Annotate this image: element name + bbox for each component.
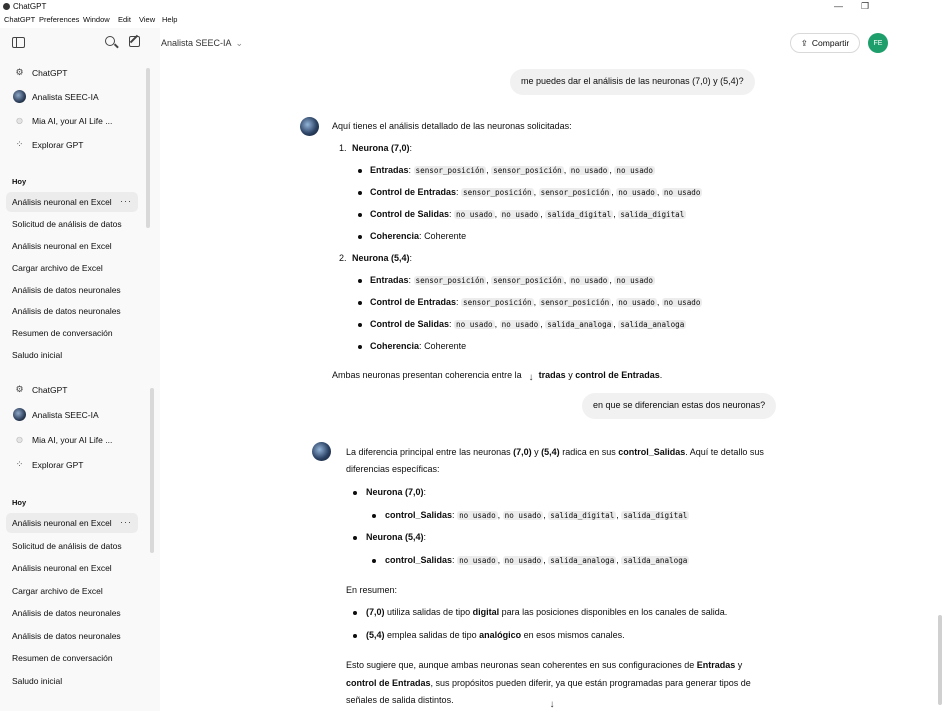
neuron-heading (352, 252, 412, 265)
history-item[interactable] (6, 301, 138, 321)
restore-button[interactable]: ❐ (861, 1, 870, 11)
history-label: Análisis neuronal en Excel (12, 518, 112, 528)
text-run: para las posiciones disponibles en los canales de salida. (501, 607, 728, 617)
punct: , (613, 209, 616, 219)
neuron-title: Neurona (5,4) (366, 532, 424, 542)
code-value: no usado (663, 188, 701, 197)
chat-scrollbar[interactable] (938, 615, 942, 705)
code-value: no usado (504, 556, 542, 565)
text-run: emplea salidas de tipo (387, 630, 477, 640)
code-value: no usado (501, 210, 539, 219)
field-label: Control de Salidas (370, 319, 450, 329)
code-value: no usado (618, 188, 655, 197)
history-item[interactable] (6, 258, 138, 278)
sidebar-item-label: Analista SEEC-IA (32, 410, 99, 420)
history-item[interactable] (6, 671, 138, 691)
bullet (372, 514, 376, 518)
neuron-title: Neurona (7,0) (352, 143, 410, 153)
field-label: Control de Salidas (370, 209, 450, 219)
sidebar-item-label: Explorar GPT (32, 460, 84, 470)
scroll-down-button[interactable]: ↓ (545, 698, 559, 712)
mia-icon: ◍ (16, 435, 23, 444)
code-value: sensor_posición (415, 276, 485, 285)
history-label: Análisis neuronal en Excel (12, 197, 112, 207)
sidebar-explore-gpt[interactable] (6, 455, 138, 475)
punct: : (423, 532, 427, 542)
assistant-text (346, 446, 764, 459)
punct: , (616, 510, 619, 520)
app-logo-icon (3, 3, 10, 10)
list-number: 1. (339, 143, 347, 153)
punct: : (423, 487, 427, 497)
openai-logo-icon: ⚙ (15, 384, 24, 394)
share-button[interactable] (790, 33, 860, 53)
history-label: Resumen de conversación (12, 328, 113, 338)
history-item[interactable] (6, 581, 138, 601)
new-chat-icon[interactable] (129, 36, 140, 47)
share-label: Compartir (811, 38, 850, 48)
openai-logo-icon: ⚙ (15, 67, 24, 77)
punct: , (656, 187, 660, 197)
history-item[interactable] (6, 603, 138, 623)
list-item (385, 509, 689, 522)
bullet (353, 611, 357, 615)
punct: , (656, 297, 660, 307)
sidebar-gpt-analista[interactable] (6, 405, 138, 425)
code-value: sensor_posición (540, 298, 610, 307)
chat-header (160, 28, 890, 60)
punct: , (563, 165, 567, 175)
code-value: no usado (459, 556, 496, 565)
text-run: control_Salidas (618, 447, 686, 457)
code-value: no usado (618, 298, 655, 307)
punct: , (540, 209, 543, 219)
user-message: en que se diferencian estas dos neuronas? (582, 393, 776, 419)
history-item[interactable] (6, 513, 138, 533)
list-item (370, 208, 686, 221)
punct: , (533, 187, 537, 197)
punct: : (408, 275, 412, 285)
mia-icon: ◍ (16, 116, 23, 125)
punct: , (497, 510, 501, 520)
field-label: control_Salidas (385, 510, 453, 520)
list-item (370, 164, 655, 177)
code-value: no usado (504, 511, 542, 520)
code-value: sensor_posición (415, 166, 485, 175)
code-value: sensor_posición (493, 166, 562, 175)
code-value: sensor_posición (463, 298, 532, 307)
list-item (370, 296, 702, 309)
code-value: no usado (616, 166, 653, 175)
neuron-heading (352, 142, 412, 155)
history-item[interactable] (6, 192, 138, 212)
history-item[interactable] (6, 558, 138, 578)
text-run: digital (472, 607, 500, 617)
punct: , (494, 319, 498, 329)
sidebar-explore-gpt[interactable] (6, 135, 138, 155)
sidebar-gpt-mia[interactable] (6, 111, 138, 131)
window-edge (890, 0, 946, 28)
code-value: salida_analoga (550, 556, 615, 565)
bullet (353, 536, 357, 540)
sidebar-item-label: ChatGPT (32, 385, 68, 395)
sidebar-gpt-chatgpt[interactable] (6, 380, 138, 400)
menu-view[interactable]: View (139, 15, 156, 24)
more-options-icon[interactable]: ··· (120, 517, 132, 527)
bullet (358, 169, 362, 173)
history-item[interactable] (6, 626, 138, 646)
section-heading: Hoy (12, 177, 27, 186)
history-label: Saludo inicial (12, 350, 63, 360)
code-value: sensor_posición (540, 188, 610, 197)
sidebar-gpt-analista[interactable] (6, 87, 138, 107)
code-value: sensor_posición (463, 188, 532, 197)
text-run: (7,0) (366, 607, 385, 617)
punct: , (609, 165, 612, 175)
list-item (385, 554, 689, 567)
share-icon: ⇪ (800, 37, 808, 48)
field-label: Entradas (370, 165, 409, 175)
assistant-avatar (300, 117, 319, 136)
punct: : (452, 510, 455, 520)
assistant-text: Aquí tienes el análisis detallado de las neuronas solicitadas: (332, 121, 572, 131)
sidebar-gpt-mia[interactable] (6, 430, 138, 450)
text-run: control de Entradas (346, 678, 431, 688)
text-run: en esos mismos canales. (523, 630, 625, 640)
text-run: utiliza salidas de tipo (387, 607, 471, 617)
punct: : (409, 143, 413, 153)
punct: , (533, 297, 537, 307)
neuron-heading (366, 531, 426, 544)
history-item[interactable] (6, 280, 138, 300)
user-avatar[interactable]: FE (868, 33, 888, 53)
punct: : (419, 231, 422, 241)
sidebar-toggle-icon[interactable] (12, 37, 25, 48)
code-value: no usado (616, 276, 653, 285)
code-value: salida_digital (620, 210, 685, 219)
history-label: Solicitud de análisis de datos (12, 541, 122, 551)
bullet (358, 279, 362, 283)
assistant-text: señales de salida distintos. (346, 695, 454, 705)
field-label: Coherencia (370, 231, 420, 241)
list-item (370, 274, 655, 287)
punct: , (497, 555, 501, 565)
grid-icon: ⁘ (15, 459, 24, 469)
history-label: Cargar archivo de Excel (12, 586, 103, 596)
field-label: Entradas (370, 275, 409, 285)
search-icon[interactable] (105, 36, 115, 46)
bullet (372, 559, 376, 563)
menu-preferences[interactable]: Preferences (39, 15, 80, 24)
punct: : (409, 253, 413, 263)
bullet (353, 634, 357, 638)
assistant-text: En resumen: (346, 585, 398, 595)
code-value: salida_digital (623, 511, 688, 520)
punct: , (543, 555, 546, 565)
code-value: no usado (456, 320, 493, 329)
code-value: salida_analoga (620, 320, 685, 329)
chat-area (160, 60, 945, 711)
list-item (370, 318, 686, 331)
code-value: salida_digital (550, 511, 615, 520)
punct: , (616, 555, 619, 565)
list-number: 2. (339, 253, 347, 263)
text-run: radica en sus (562, 447, 616, 457)
field-label: Control de Entradas (370, 297, 457, 307)
avatar-icon (13, 90, 26, 103)
field-label: Control de Entradas (370, 187, 457, 197)
sidebar-scrollbar[interactable] (150, 388, 154, 553)
window-title: ChatGPT (13, 2, 47, 11)
punct: , (611, 297, 614, 307)
history-label: Cargar archivo de Excel (12, 263, 103, 273)
history-item[interactable] (6, 236, 138, 256)
field-label: control_Salidas (385, 555, 453, 565)
sidebar-scrollbar[interactable] (146, 68, 150, 228)
code-value: no usado (663, 298, 701, 307)
text-run: Esto sugiere que, aunque ambas neuronas sean coherentes en sus configuraciones de (346, 660, 695, 670)
text-run: La diferencia principal entre las neuronas (346, 447, 511, 457)
text-run: Ambas neuronas presentan coherencia entre la (332, 370, 522, 380)
avatar-icon (13, 408, 26, 421)
punct: , (563, 275, 567, 285)
history-item[interactable] (6, 345, 138, 365)
history-item[interactable] (6, 536, 138, 556)
list-item (370, 230, 466, 243)
bullet (358, 191, 362, 195)
code-value: no usado (459, 511, 496, 520)
sidebar-item-label: Analista SEEC-IA (32, 92, 99, 102)
code-value: salida_analoga (623, 556, 688, 565)
text-run: y (534, 447, 539, 457)
history-item[interactable] (6, 214, 138, 234)
assistant-text: diferencias específicas: (346, 464, 440, 474)
list-item (366, 606, 727, 619)
history-label: Análisis neuronal en Excel (12, 563, 112, 573)
assistant-text (346, 659, 742, 672)
menu-edit[interactable]: Edit (118, 15, 131, 24)
scroll-down-button[interactable]: ↓ (524, 371, 538, 385)
punct: : (419, 341, 422, 351)
text-run: . Aquí te detallo sus (685, 447, 764, 457)
punct: : (449, 209, 452, 219)
model-selector[interactable]: Analista SEEC-IA ⌄ (161, 38, 243, 49)
code-value: sensor_posición (493, 276, 562, 285)
menu-help[interactable]: Help (162, 15, 178, 24)
bullet (358, 235, 362, 239)
punct: , (543, 510, 546, 520)
history-label: Análisis de datos neuronales (12, 631, 121, 641)
section-heading: Hoy (12, 498, 27, 507)
text-run: (5,4) (366, 630, 385, 640)
history-label: Análisis de datos neuronales (12, 306, 121, 316)
history-label: Saludo inicial (12, 676, 63, 686)
bullet (358, 213, 362, 217)
text-run: (7,0) (513, 447, 532, 457)
text-run: , sus propósitos pueden diferir, ya que están programadas para generar tipos de (430, 678, 751, 688)
history-label: Solicitud de análisis de datos (12, 219, 122, 229)
punct: : (408, 165, 412, 175)
bullet (358, 345, 362, 349)
code-value: no usado (570, 276, 608, 285)
code-value: salida_digital (547, 210, 612, 219)
bullet (358, 301, 362, 305)
punct: , (540, 319, 543, 329)
punct: , (611, 187, 614, 197)
sidebar (0, 28, 160, 711)
punct: , (486, 275, 489, 285)
text-run: y (568, 370, 573, 380)
punct: : (452, 555, 455, 565)
neuron-heading (366, 486, 426, 499)
more-options-icon[interactable]: ··· (120, 196, 132, 206)
punct: : (449, 319, 452, 329)
history-label: Análisis neuronal en Excel (12, 241, 112, 251)
text-run: . (659, 370, 663, 380)
list-item (370, 340, 466, 353)
grid-icon: ⁘ (15, 139, 24, 149)
list-item (366, 629, 625, 642)
history-item[interactable] (6, 323, 138, 343)
neuron-title: Neurona (7,0) (366, 487, 424, 497)
text-run: control de Entradas (575, 370, 660, 380)
code-value: no usado (570, 166, 608, 175)
text-run: analógico (479, 630, 522, 640)
punct: , (609, 275, 612, 285)
neuron-title: Neurona (5,4) (352, 253, 410, 263)
history-label: Análisis de datos neuronales (12, 608, 121, 618)
punct: , (486, 165, 489, 175)
assistant-text (346, 677, 751, 690)
user-message: me puedes dar el análisis de las neuronas (7,0) y (5,4)? (510, 69, 755, 95)
code-value: no usado (456, 210, 493, 219)
assistant-summary (332, 369, 662, 382)
history-label: Resumen de conversación (12, 653, 113, 663)
sidebar-gpt-chatgpt[interactable] (6, 63, 138, 83)
menu-chatgpt[interactable]: ChatGPT (4, 15, 36, 24)
minimize-button[interactable]: — (834, 1, 843, 11)
punct: , (613, 319, 616, 329)
sidebar-item-label: Mia AI, your AI Life ... (32, 435, 113, 445)
sidebar-item-label: ChatGPT (32, 68, 68, 78)
bullet (353, 491, 357, 495)
field-value: Coherente (424, 231, 467, 241)
text-run: Entradas (696, 660, 736, 670)
assistant-avatar (312, 442, 331, 461)
punct: , (494, 209, 498, 219)
code-value: no usado (501, 320, 539, 329)
punct: : (456, 187, 459, 197)
menu-window[interactable]: Window (83, 15, 110, 24)
list-item (370, 186, 702, 199)
title-bar (0, 0, 890, 14)
history-label: Análisis de datos neuronales (12, 285, 121, 295)
field-value: Coherente (424, 341, 467, 351)
bullet (358, 323, 362, 327)
text-run: tradas (538, 370, 566, 380)
sidebar-item-label: Mia AI, your AI Life ... (32, 116, 113, 126)
sidebar-item-label: Explorar GPT (32, 140, 84, 150)
code-value: salida_analoga (547, 320, 612, 329)
field-label: Coherencia (370, 341, 420, 351)
history-item[interactable] (6, 648, 138, 668)
text-run: y (737, 660, 743, 670)
punct: : (456, 297, 459, 307)
text-run: (5,4) (541, 447, 560, 457)
